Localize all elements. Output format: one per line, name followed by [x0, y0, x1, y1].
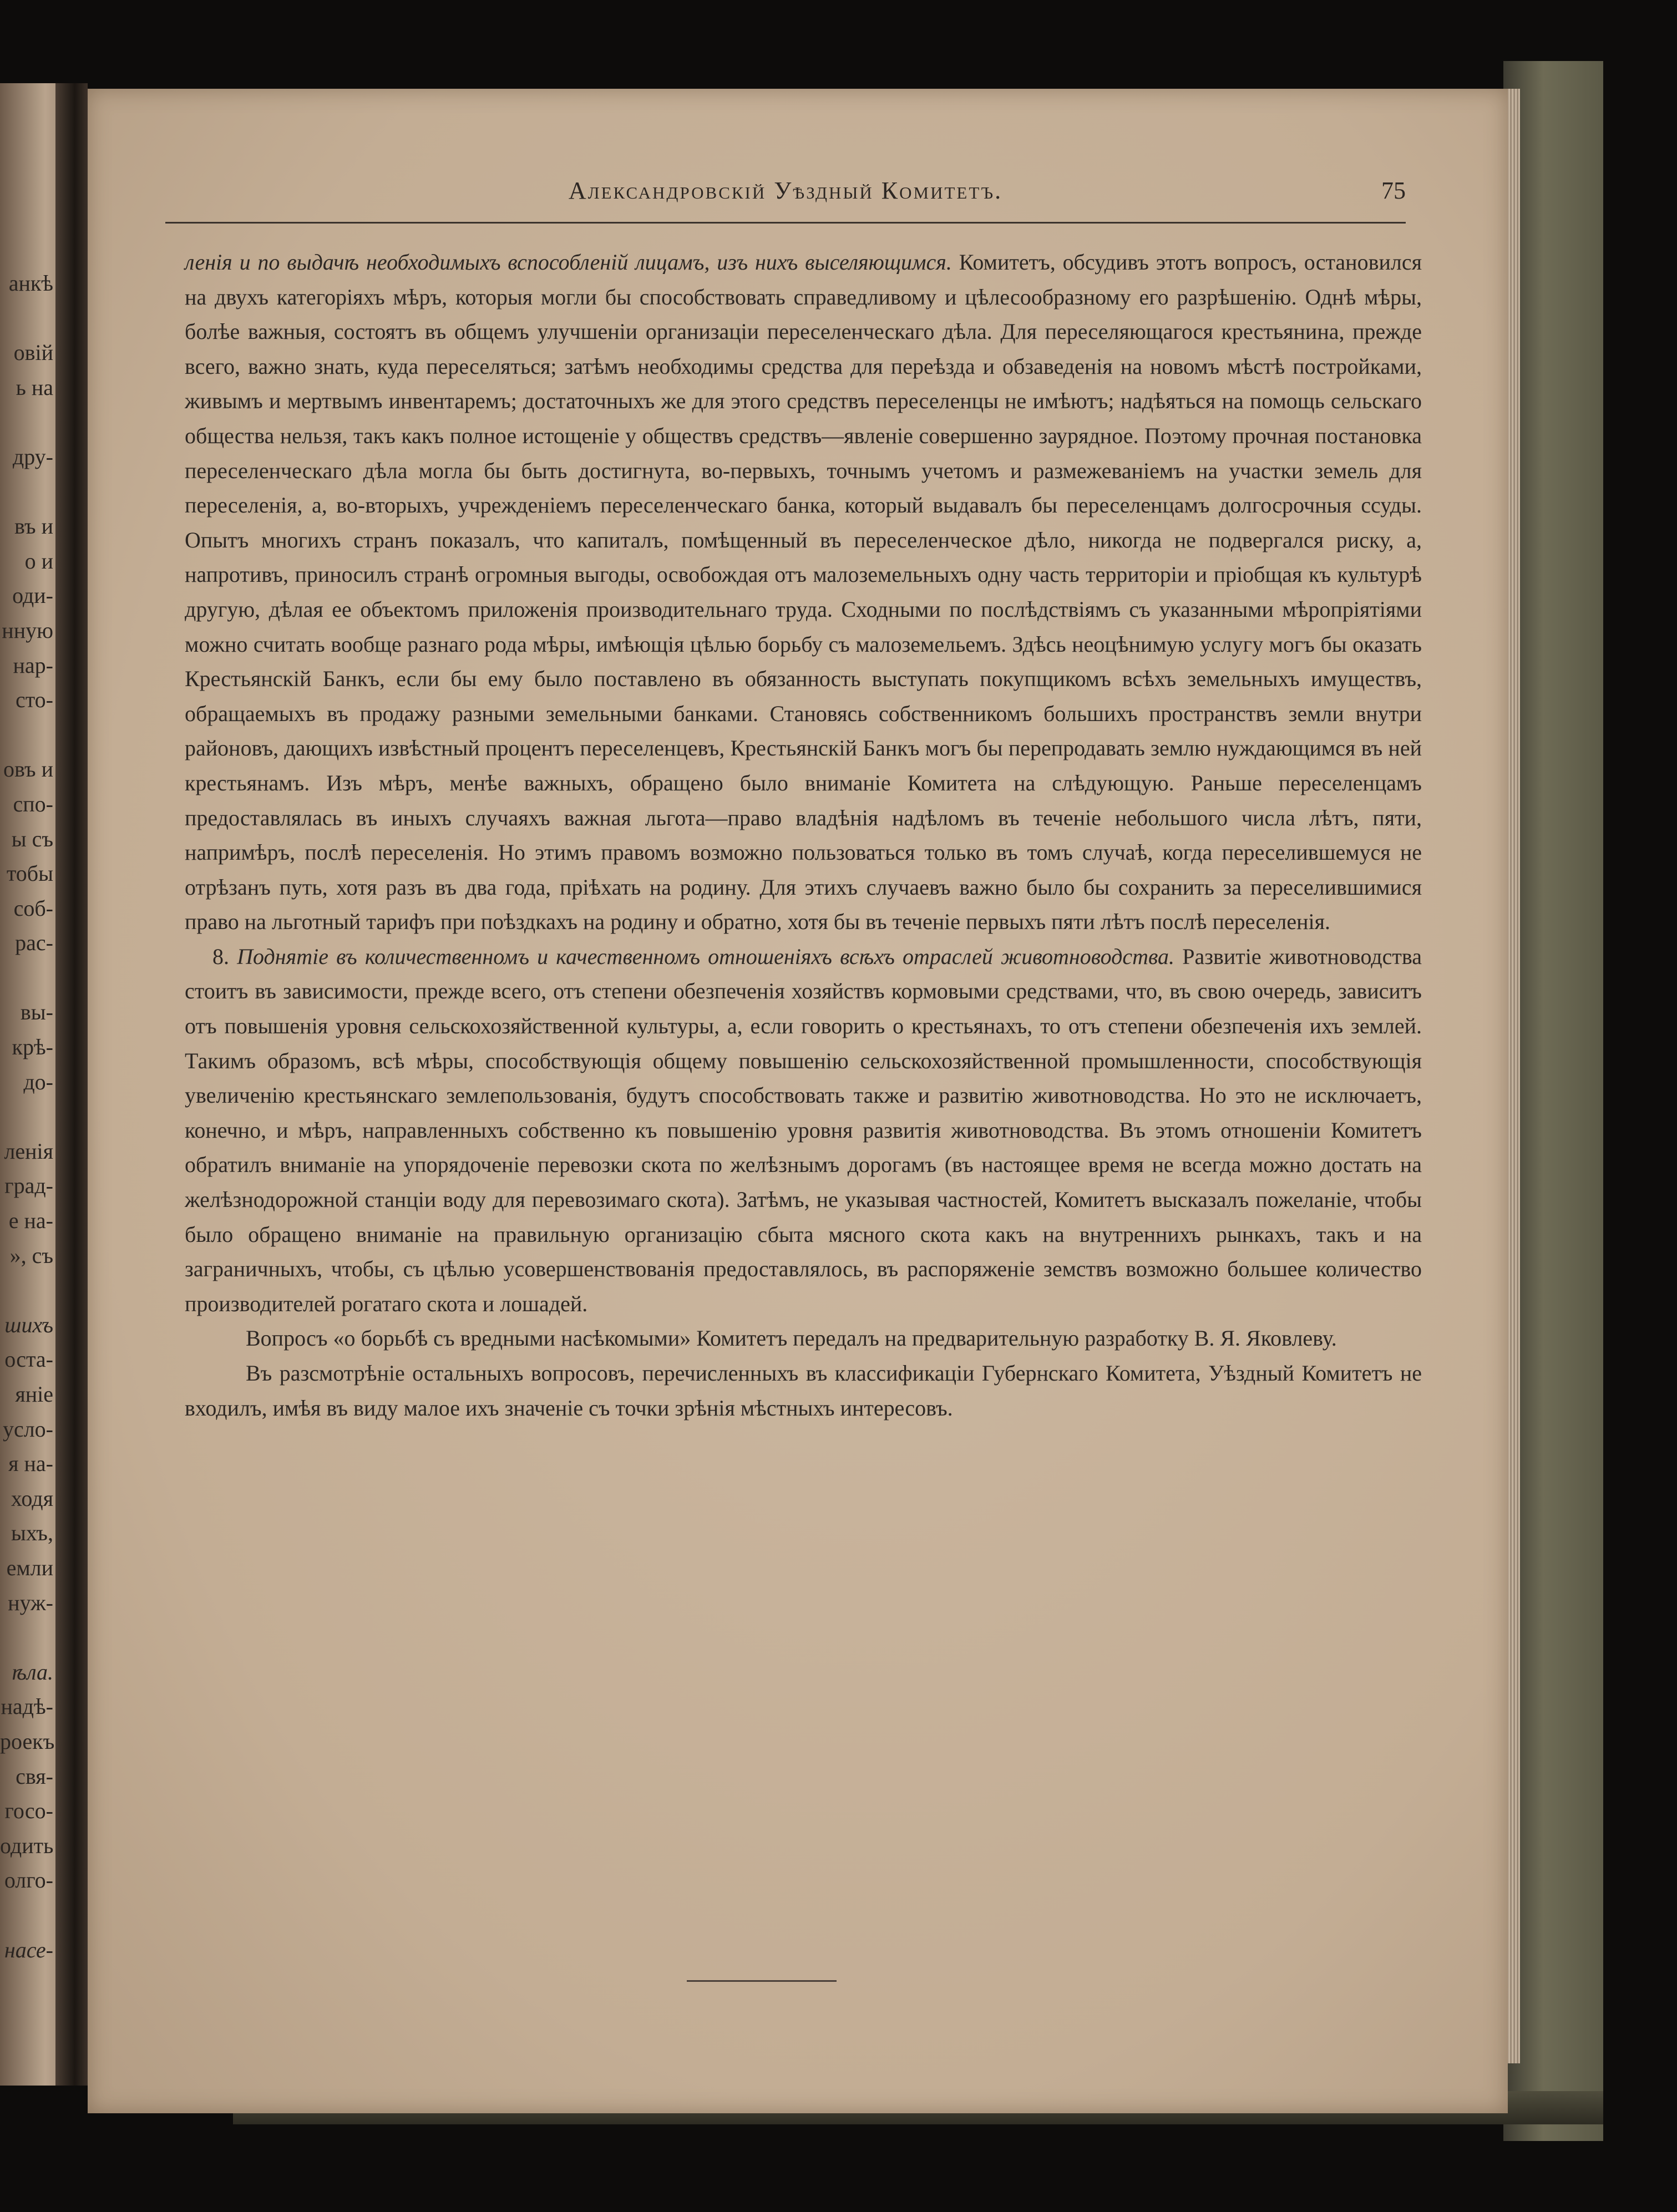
previous-page-fragment-line: рас-	[15, 930, 53, 956]
section-heading: Поднятіе въ количественномъ и качественномъ отношеніяхъ всѣхъ отраслей животноводства.	[237, 943, 1175, 969]
previous-page-fragment-line: олго-	[4, 1868, 53, 1893]
header-rule	[165, 222, 1406, 224]
previous-page-fragment-line: ы съ	[11, 826, 53, 851]
section-end-rule	[687, 1980, 837, 1982]
previous-page-fragment-line: е на-	[8, 1208, 53, 1234]
previous-page-fragment-line: оста-	[4, 1347, 53, 1372]
book-page	[88, 89, 1508, 2113]
previous-page-fragment-line: въ и	[14, 514, 53, 539]
section-number: 8.	[212, 943, 229, 969]
previous-page-fragment-line: ѣла.	[12, 1659, 53, 1685]
previous-page-fragment-line: надѣ-	[1, 1694, 53, 1719]
previous-page-fragment-line: шихъ	[4, 1312, 53, 1337]
previous-page-fragment-line: », съ	[9, 1242, 53, 1268]
previous-page-fragment-line: анкѣ	[8, 271, 53, 296]
previous-page-fragment-line: ь на	[16, 374, 53, 400]
previous-page-fragment-line: емли	[6, 1555, 53, 1580]
previous-page-fragment-line: одить	[0, 1833, 54, 1858]
paragraph-section-8	[185, 940, 1422, 1322]
previous-page-fragment-line: яніе	[15, 1382, 53, 1407]
previous-page-fragment-line: до-	[23, 1069, 53, 1094]
previous-page-fragment-line: спо-	[13, 791, 53, 816]
previous-page-fragment-line: нуж-	[8, 1590, 53, 1615]
previous-page-fragment-line: насе-	[4, 1937, 53, 1962]
previous-page-fragment-line: соб-	[13, 895, 53, 921]
previous-page-fragment-line: овій	[13, 340, 53, 366]
previous-page-fragment-line: овъ и	[3, 757, 53, 782]
previous-page-fragment-line: усло-	[2, 1416, 53, 1442]
previous-page-fragment-line: дру-	[12, 444, 53, 469]
paragraph-text: Развитіе животноводства стоитъ въ зависимости, прежде всего, отъ степени обезпеченія хозяйствъ кормовыми средствами, что, въ свою очередь, зависитъ отъ повышенія уровня сельскохозяйственной культуры, а, если говорить о крестьянахъ, то отъ степени обезпеченія ихъ землей. Такимъ образомъ, всѣ мѣры, способствующія общему повышенію сельскохозяйственной промышленности, способствующія увеличенію крестьянскаго землепользованія, будутъ способствовать также и развитію животноводства. Но это не исключаетъ, конечно, и мѣръ, направленныхъ собственно къ повышенію уровня развитія животноводства. Въ этомъ отношеніи Комитетъ обратилъ вниманіе на упорядоченіе перевозки скота по желѣзнымъ дорогамъ (въ настоящее время не всегда можно достать на желѣзнодорожной станціи воду для перевозимаго скота). Затѣмъ, не указывая частностей, Комитетъ высказалъ пожеланіе, чтобы было обращено вниманіе на правильную организацію сбыта мясного скота какъ на внутреннихъ рынкахъ, такъ и на заграничныхъ, чтобы, съ цѣлью усовершенствованія предоставлялось, въ распоряженіе земствъ возможно большее количество производителей рогатаго скота и лошадей.	[185, 943, 1422, 1316]
paragraph-other-questions: Въ разсмотрѣніе остальныхъ вопросовъ, перечисленныхъ въ классификаціи Губернскаго Комитета, Уѣздный Комитетъ не входилъ, имѣя въ виду малое ихъ значеніе съ точки зрѣнія мѣстныхъ интересовъ.	[185, 1361, 1422, 1420]
paragraph-continuation	[185, 245, 1422, 940]
running-title: Александровскій Уѣздный Комитетъ.	[568, 177, 1003, 204]
page-body	[185, 245, 1422, 1425]
page-number: 75	[1381, 177, 1406, 204]
previous-page-fragment-line: град-	[4, 1173, 53, 1199]
paragraph-text: Комитетъ, обсудивъ этотъ вопросъ, остановился на двухъ категоріяхъ мѣръ, которыя могли бы способствовать справедливому и цѣлесообразному его разрѣшенію. Однѣ мѣры, болѣе важныя, состоятъ въ общемъ улучшеніи организаціи переселенческаго дѣла. Для переселяющагося крестьянина, прежде всего, важно знать, куда переселяться; затѣмъ необходимы средства для переѣзда и обзаведенія на новомъ мѣстѣ постройками, живымъ и мертвымъ инвентаремъ; достаточныхъ же для этого средствъ переселенцы не имѣютъ; надѣяться на помощь сельскаго общества нельзя, такъ какъ полное истощеніе у обществъ средствъ—явленіе совершенно заурядное. Поэтому прочная постановка переселенческаго дѣла могла бы быть достигнута, во-первыхъ, точнымъ учетомъ и размежеваніемъ на участки земель для переселенія, а, во-вторыхъ, учрежденіемъ переселенческаго банка, который выдавалъ бы переселенцамъ долгосрочныя ссуды. Опытъ многихъ странъ показалъ, что капиталъ, помѣщенный въ переселенческое дѣло, никогда не подвергался риску, а, напротивъ, приносилъ странѣ огромныя выгоды, освобождая отъ малоземельныхъ одну часть территоріи и пріобщая къ культурѣ другую, дѣлая ее объектомъ приложенія производительнаго труда. Сходными по послѣдствіямъ съ указанными мѣропріятіями можно считать вообще разнаго рода мѣры, имѣющія цѣлью борьбу съ малоземельемъ. Здѣсь неоцѣнимую услугу могъ бы оказать Крестьянскій Банкъ, если бы ему было поставлено въ обязанность выступать покупщикомъ всѣхъ земельныхъ имуществъ, обращаемыхъ въ продажу разными земельными банками. Становясь собственникомъ большихъ пространствъ земли внутри районовъ, дающихъ извѣстный процентъ переселенцевъ, Крестьянскій Банкъ могъ бы перепродавать землю нуждающимся въ ней крестьянамъ. Изъ мѣръ, менѣе важныхъ, обращено было вниманіе Комитета на слѣдующую. Раньше переселенцамъ предоставлялась въ иныхъ случаяхъ важная льгота—право владѣнія надѣломъ въ теченіе небольшого числа лѣтъ, пяти, напримѣръ, послѣ переселенія. Но этимъ правомъ возможно пользоваться только въ томъ случаѣ, когда переселившемуся не отрѣзанъ путь, хотя разъ въ два года, пріѣхать на родину. Для этихъ случаевъ важно было бы сохранить за переселившимися право на льготный тарифъ при поѣздкахъ на родину и обратно, хотя бы въ теченіе первыхъ пяти лѣтъ послѣ переселенія.	[185, 250, 1422, 935]
italic-phrase: ленія и по выдачѣ необходимыхъ вспособленій лицамъ, изъ нихъ выселяющимся.	[185, 250, 952, 275]
previous-page-fragment-line: госо-	[4, 1798, 53, 1824]
previous-page-fragment-line: нную	[2, 617, 53, 643]
previous-page-fragment-line: сто-	[15, 687, 53, 713]
previous-page-fragment-line: оди-	[12, 583, 53, 608]
previous-page-fragment-line: свя-	[16, 1763, 53, 1789]
previous-page-fragment-line: я на-	[8, 1451, 53, 1477]
previous-page-fragment-line: вы-	[20, 1000, 53, 1025]
previous-page-fragment-line: ходя	[11, 1485, 53, 1511]
page-header	[165, 176, 1406, 215]
previous-page-fragment-line: крѣ-	[12, 1034, 53, 1060]
previous-page-fragment-line: роекъ	[0, 1728, 55, 1754]
previous-page-fragment-line: тобы	[6, 861, 53, 886]
paragraph-pests: Вопросъ «о борьбѣ съ вредными насѣкомыми» Комитетъ передалъ на предварительную разработку В. Я. Яковлеву.	[246, 1326, 1337, 1351]
previous-page-fragment-line: нар-	[13, 652, 53, 678]
previous-page-fragment-line: о и	[24, 548, 53, 574]
book-gutter	[55, 83, 88, 2086]
previous-page-fragment-line: ыхъ,	[11, 1520, 53, 1546]
previous-page-fragment-line: ленія	[4, 1138, 53, 1164]
